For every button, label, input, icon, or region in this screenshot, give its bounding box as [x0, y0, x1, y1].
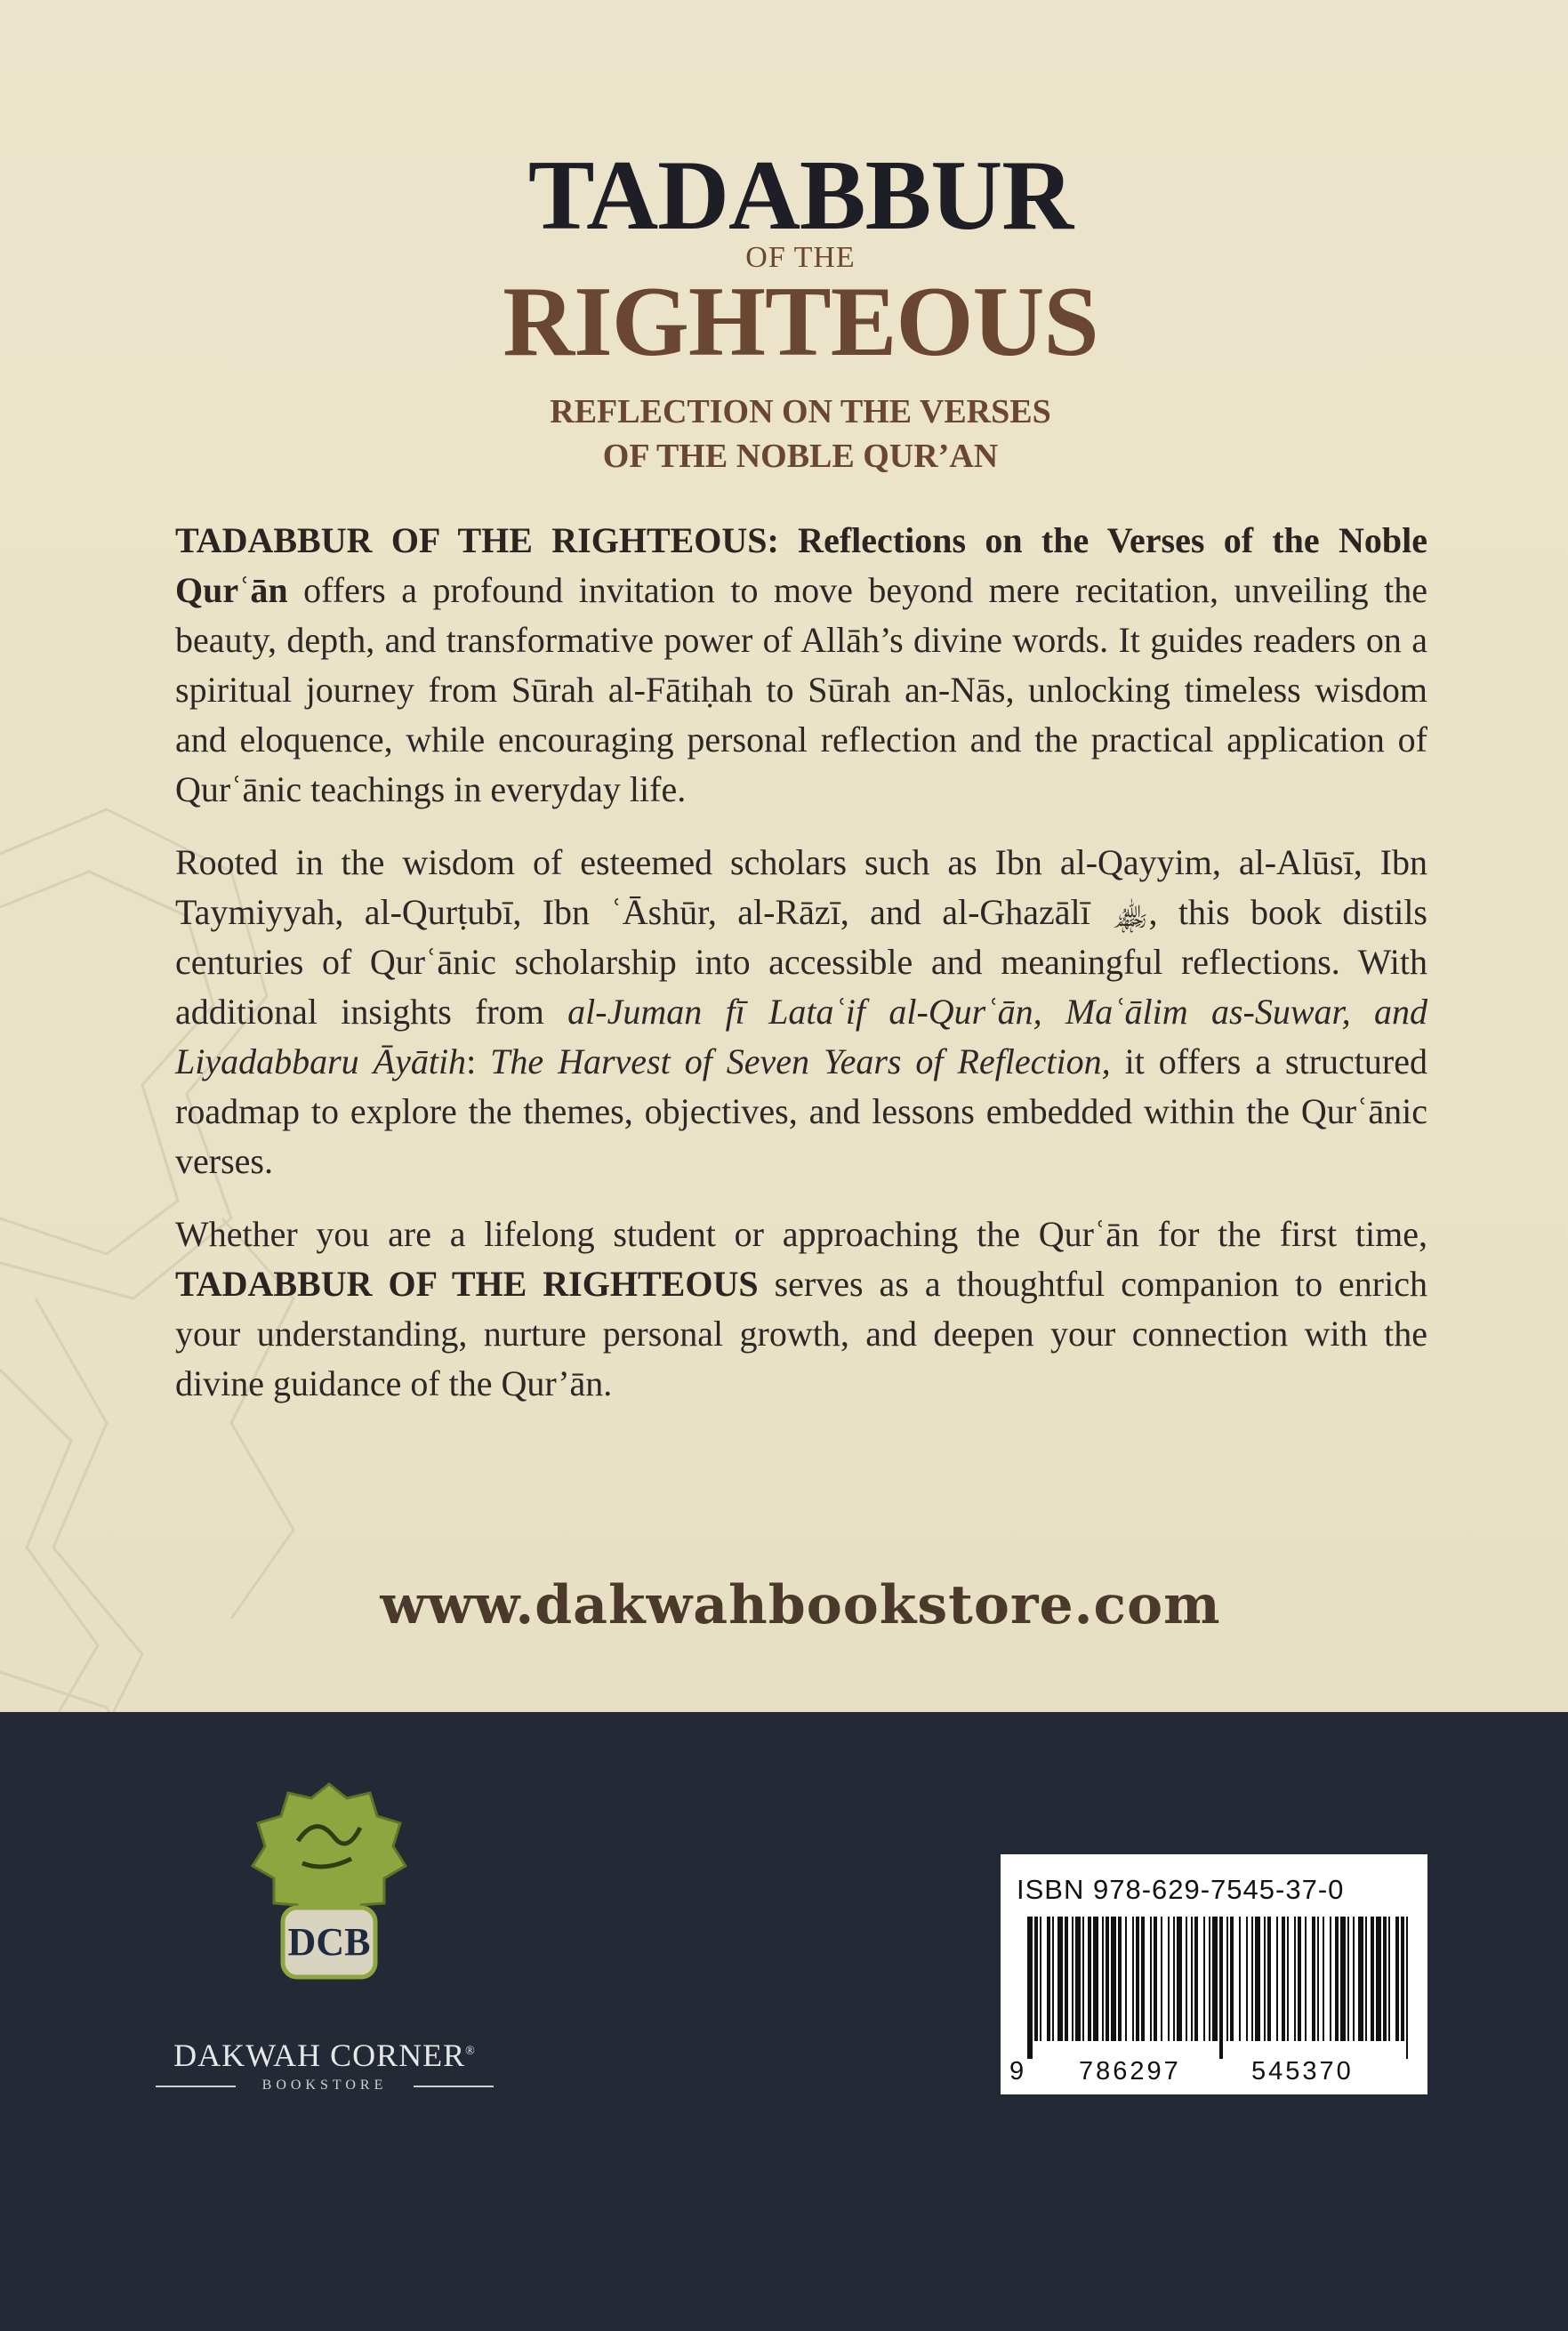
publisher-name	[133, 2037, 516, 2074]
barcode-bar	[1294, 1917, 1296, 2041]
barcode-bar	[1052, 1917, 1054, 2041]
barcode-bar	[1088, 1917, 1091, 2041]
subtitle-line-2: OF THE NOBLE QUR’AN	[602, 438, 999, 475]
barcode-bar	[1312, 1917, 1315, 2041]
barcode-bar	[1330, 1917, 1331, 2041]
blurb-text: it offers a structured roadmap to explore the themes, objectives, and lessons embedded within the Qurʿānic verses.	[175, 1041, 1427, 1181]
blurb-text: offers a profound invitation to move beyond mere recitation, unveiling the beauty, depth, and transformative power of Allāh’s divine words. It guides readers on a spiritual journey from Sūrah al-Fātiḥah to Sūrah an-Nās, unlocking timeless wisdom and eloquence, while encouraging personal reflection and the practical application of Qurʿānic teachings in everyday life.	[175, 570, 1427, 809]
barcode-bar	[1287, 1917, 1289, 2041]
isbn-barcode-box	[1001, 1854, 1427, 2094]
barcode-digit-first: 9	[1009, 2057, 1027, 2086]
barcode-bar	[1353, 1917, 1355, 2041]
barcode-bar	[1395, 1917, 1399, 2041]
barcode-bar	[1173, 1917, 1175, 2041]
website-url[interactable]: www.dakwahbookstore.com	[380, 1574, 1221, 1636]
blurb	[175, 516, 1427, 1432]
barcode-bar	[1186, 1917, 1187, 2041]
blurb-title-reference: TADABBUR OF THE RIGHTEOUS	[175, 1264, 759, 1304]
barcode-bar	[1239, 1917, 1241, 2041]
barcode-bar	[1102, 1917, 1104, 2041]
barcode-bar	[1141, 1917, 1145, 2041]
barcode-bar	[1335, 1917, 1339, 2041]
barcode-bar	[1383, 1917, 1387, 2041]
barcode-bar	[1065, 1917, 1068, 2041]
barcode-bar	[1034, 1917, 1038, 2041]
publisher-logo	[249, 1779, 409, 1983]
barcode-bar	[1251, 1917, 1253, 2041]
barcode	[1027, 1917, 1410, 2059]
barcode-bar	[1161, 1917, 1162, 2041]
barcode-bar	[1376, 1917, 1381, 2041]
barcode-bar	[1230, 1917, 1234, 2041]
barcode-bar	[1111, 1917, 1116, 2041]
blurb-paragraph-3	[175, 1210, 1427, 1409]
book-reference-italic: al-Juman fī Lataʿif al-Qurʿān, Maʿālim as-Suwar, and Liyadabbaru Āyātih	[175, 992, 1427, 1081]
barcode-bar	[1388, 1917, 1390, 2041]
barcode-bar	[1323, 1917, 1324, 2041]
barcode-bar	[1358, 1917, 1363, 2041]
barcode-bar	[1219, 1917, 1223, 2059]
barcode-bar	[1082, 1917, 1084, 2041]
barcode-bar	[1246, 1917, 1248, 2041]
barcode-bar	[1212, 1917, 1218, 2041]
blurb-text: serves as a thoughtful companion to enrich your understanding, nurture personal growth, and deepen your connection with the divine guidance of the Qur’ān.	[175, 1264, 1427, 1403]
barcode-bar	[1154, 1917, 1157, 2041]
barcode-bar	[1118, 1917, 1122, 2041]
barcode-bar	[1093, 1917, 1098, 2041]
barcode-bar	[1406, 1917, 1408, 2059]
barcode-bar	[1267, 1917, 1271, 2041]
book-title: TADABBUR	[527, 141, 1073, 251]
barcode-bar	[1132, 1917, 1134, 2041]
registered-mark: ®	[465, 2045, 476, 2058]
barcode-bar	[1072, 1917, 1073, 2041]
publisher-name-text: DAKWAH CORNER	[173, 2038, 466, 2073]
barcode-bar	[1401, 1917, 1404, 2041]
barcode-bar	[1075, 1917, 1081, 2041]
barcode-bar	[1047, 1917, 1050, 2041]
barcode-bar	[1340, 1917, 1346, 2041]
blurb-text: :	[466, 1041, 491, 1081]
barcode-bar	[1255, 1917, 1260, 2041]
logo-letters: DCB	[287, 1920, 371, 1964]
barcode-bar	[1305, 1917, 1307, 2041]
blurb-paragraph-1	[175, 516, 1427, 815]
barcode-bar	[1282, 1917, 1285, 2041]
subtitle-line-1: REFLECTION ON THE VERSES	[550, 393, 1051, 430]
blurb-text: Rooted in the wisdom of esteemed scholars such as Ibn al-Qayyim, al-Alūsī, Ibn Taymiyyah, al-Qurṭubī, Ibn ʿĀshūr, al-Rāzī, and al-Ghazālī ﵏, this book distils centuries of Qurʿānic scholarship into accessible and meaningful reflections. With additional insights from	[175, 842, 1427, 1032]
publisher-subtitle: BOOKSTORE	[261, 2078, 388, 2093]
barcode-digits-right: 545370	[1251, 2057, 1354, 2086]
barcode-bar	[1057, 1917, 1063, 2041]
book-reference-italic: The Harvest of Seven Years of Reflection,	[490, 1041, 1111, 1081]
barcode-bar	[1040, 1917, 1041, 2041]
barcode-bar	[1317, 1917, 1319, 2041]
book-title-secondary: RIGHTEOUS	[503, 267, 1098, 377]
barcode-bar	[1347, 1917, 1349, 2041]
title-connector: OF THE	[745, 241, 856, 274]
barcode-digits-left: 786297	[1079, 2057, 1181, 2086]
title-block	[0, 142, 1568, 478]
barcode-bar	[1106, 1917, 1109, 2041]
barcode-bar	[1125, 1917, 1127, 2041]
barcode-bar	[1194, 1917, 1198, 2041]
barcode-bar	[1150, 1917, 1152, 2041]
barcode-bar	[1371, 1917, 1374, 2041]
barcode-bar	[1276, 1917, 1278, 2041]
barcode-bar	[1209, 1917, 1210, 2041]
barcode-bar	[1365, 1917, 1367, 2041]
barcode-bar	[1203, 1917, 1205, 2041]
barcode-bar	[1168, 1917, 1170, 2041]
barcode-bar	[1226, 1917, 1228, 2041]
barcode-bar	[1177, 1917, 1182, 2041]
blurb-title-reference: TADABBUR OF THE RIGHTEOUS: Reflections on the Verses of the Noble Qurʿān	[175, 520, 1427, 610]
barcode-bar	[1264, 1917, 1266, 2041]
isbn-label: ISBN 978-629-7545-37-0	[1017, 1874, 1345, 1905]
barcode-bar	[1298, 1917, 1301, 2041]
barcode-bar	[1136, 1917, 1139, 2041]
blurb-text: Whether you are a lifelong student or approaching the Qurʿān for the first time,	[175, 1214, 1427, 1254]
barcode-bar	[1191, 1917, 1193, 2041]
blurb-paragraph-2	[175, 838, 1427, 1186]
barcode-bar	[1027, 1917, 1033, 2059]
